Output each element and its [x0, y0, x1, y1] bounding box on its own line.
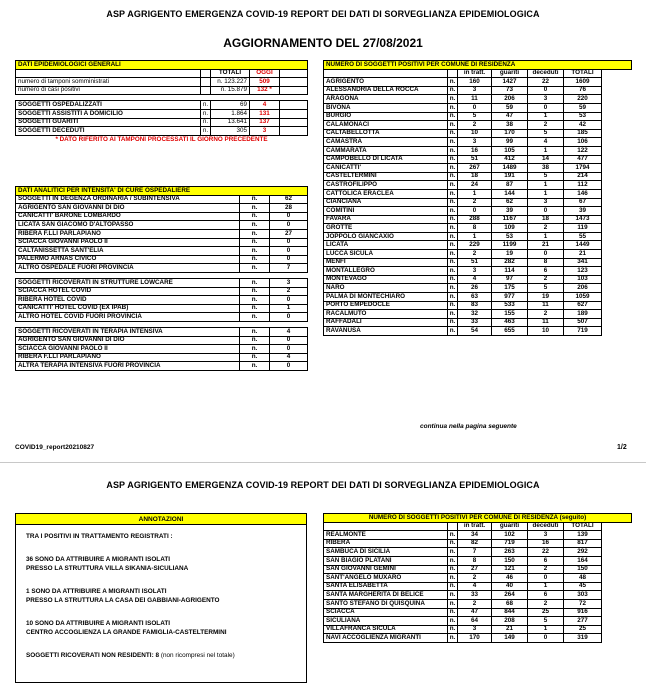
intensity-row: PALERMO ARNAS CIVICO n. 0: [16, 255, 308, 264]
comune-name: MONTEVAGO: [324, 275, 448, 284]
comune-row: SAMBUCA DI SICILIA n. 7 263 22 292: [324, 548, 632, 557]
comune-row: NARO n. 26 175 5 206: [324, 284, 632, 293]
intensity-row: ALTRO OSPEDALE FUORI PROVINCIA n. 7: [16, 264, 308, 273]
intensity-table: [15, 186, 308, 371]
comune-name: ALESSANDRIA DELLA ROCCA: [324, 86, 448, 95]
intensity-group-head: SOGGETTI RICOVERATI IN TERAPIA INTENSIVA n. 4: [16, 327, 308, 336]
general-footnote: * DATO RIFERITO AI TAMPONI PROCESSATI IL GIORNO PRECEDENTE: [55, 135, 268, 143]
comune-row: MONTALLEGRO n. 3 114 6 123: [324, 267, 632, 276]
comune-row: RAFFADALI n. 33 463 11 507: [324, 318, 632, 327]
comune-name: FAVARA: [324, 215, 448, 224]
intensity-row: LICATA SAN GIACOMO D'ALTOPASSO n. 0: [16, 221, 308, 230]
comune-row: BURGIO n. 5 47 1 53: [324, 112, 632, 121]
comune-name: SCIACCA: [324, 608, 448, 617]
comune-row: CASTROFILIPPO n. 24 87 1 112: [324, 181, 632, 190]
comune-row: PALMA DI MONTECHIARO n. 63 977 19 1059: [324, 293, 632, 302]
comune-name: LICATA: [324, 241, 448, 250]
general-row: numero di casi positivi n. 15.879 132 *: [16, 86, 308, 95]
intensity-row: ALTRO HOTEL COVID FUORI PROVINCIA n. 0: [16, 313, 308, 322]
comune-row: MONTEVAGO n. 4 97 2 103: [324, 275, 632, 284]
comune-name: LUCCA SICULA: [324, 250, 448, 259]
intensity-row: AGRIGENTO SAN GIOVANNI DI DIO n. 0: [16, 336, 308, 345]
comune-row: MENFI n. 51 282 8 341: [324, 258, 632, 267]
intensity-row: SCIACCA HOTEL COVID n. 2: [16, 287, 308, 296]
comune-name: REALMONTE: [324, 531, 448, 540]
comune-name: CAMPOBELLO DI LICATA: [324, 155, 448, 164]
comune-row: SANTA ELISABETTA n. 4 40 1 45: [324, 582, 632, 591]
intensity-group-head: SOGGETTI RICOVERATI IN STRUTTURE LOWCARE n. 3: [16, 278, 308, 287]
comune-row: SICULIANA n. 64 208 5 277: [324, 617, 632, 626]
intensity-group-head: SOGGETTI IN DEGENZA ORDINARIA / SUBINTENSIVA n. 62: [16, 195, 308, 204]
comune-name: SICULIANA: [324, 617, 448, 626]
comune-row: SAN BIAGIO PLATANI n. 8 150 6 164: [324, 556, 632, 565]
col-guariti: guariti: [492, 69, 528, 78]
comune-name: MONTALLEGRO: [324, 267, 448, 276]
comune-name: RACALMUTO: [324, 310, 448, 319]
comune-row: RAVANUSA n. 54 655 10 719: [324, 327, 632, 336]
comune-row: LICATA n. 229 1199 21 1449: [324, 241, 632, 250]
intensity-row: AGRIGENTO SAN GIOVANNI DI DIO n. 28: [16, 204, 308, 213]
col-totali: TOTALI: [564, 69, 602, 78]
general-row: SOGGETTI GUARITI n. 13.641 137: [16, 118, 308, 127]
general-row: numero di tamponi somministrati n. 123.227 509: [16, 78, 308, 87]
comune-name: COMITINI: [324, 207, 448, 216]
comune-name: CAMASTRA: [324, 138, 448, 147]
comune-row: VILLAFRANCA SICULA n. 3 21 1 25: [324, 625, 632, 634]
comuni-table: [323, 60, 632, 336]
comune-name: SANTA ELISABETTA: [324, 582, 448, 591]
comune-name: VILLAFRANCA SICULA: [324, 625, 448, 634]
comune-name: SAN GIOVANNI GEMINI: [324, 565, 448, 574]
footer-id: COVID19_report20210827: [15, 444, 95, 451]
comune-name: BIVONA: [324, 103, 448, 112]
comune-name: ARAGONA: [324, 95, 448, 104]
comune-row: COMITINI n. 0 39 0 39: [324, 207, 632, 216]
comune-row: JOPPOLO GIANCAXIO n. 1 53 1 55: [324, 232, 632, 241]
comuni-table-continued: NUMERO DI SOGGETTI POSITIVI PER COMUNE DI RESIDENZA (seguito) in tratt. guariti deceduti TOTALI REALMONTE n. 34 102 3 139 RIBERA n. 82 719 16 817 SAMBUCA DI SICILIA n. 7 263 22 292 SAN BIAGIO PLATANI n. 8 150 6 164 SAN GIOVANNI GEMINI n. 27 121 2 150 SANT'ANGELO MUXARO n. 2 46 0 48 SANTA ELISABETTA n. 4 40 1 45 SANTA MARGHERITA DI BELICE n. 33 264 6 303 SANTO STEFANO DI QUISQUINA n. 2 68 2 72 SCIACCA n. 47 844 25 916 SICULIANA n. 64 208 5 277 VILLAFRANCA SICULA n. 3 21 1 25 NAVI ACCOGLIENZA MIGRANTI n. 170 149 0 319: [323, 513, 632, 643]
intensity-row: RIBERA HOTEL COVID n. 0: [16, 296, 308, 305]
page1-header: ASP AGRIGENTO EMERGENZA COVID-19 REPORT DEI DATI DI SORVEGLIANZA EPIDEMIOLOGICA: [106, 9, 540, 19]
intensity-title: DATI ANALITICI PER INTENSITA' DI CURE OSPEDALIERE: [16, 187, 308, 196]
comune-row: SANTA MARGHERITA DI BELICE n. 33 264 6 303: [324, 591, 632, 600]
update-title: AGGIORNAMENTO DEL 27/08/2021: [223, 36, 423, 50]
comune-row: CAMMARATA n. 16 105 1 122: [324, 146, 632, 155]
comune-row: SCIACCA n. 47 844 25 916: [324, 608, 632, 617]
general-data-table: [15, 60, 308, 144]
comune-name: CASTELTERMINI: [324, 172, 448, 181]
note-intro: TRA I POSITIVI IN TRATTAMENTO REGISTRATI :: [26, 533, 173, 540]
col-in-tratt: in tratt.: [458, 69, 492, 78]
comune-row: CASTELTERMINI n. 18 191 5 214: [324, 172, 632, 181]
comune-row: CAMPOBELLO DI LICATA n. 51 412 14 477: [324, 155, 632, 164]
comune-row: CANICATTI' n. 267 1489 38 1794: [324, 164, 632, 173]
comune-row: SANTO STEFANO DI QUISQUINA n. 2 68 2 72: [324, 599, 632, 608]
general-row: SOGGETTI DECEDUTI n. 305 3: [16, 127, 308, 136]
comune-name: CATTOLICA ERACLEA: [324, 189, 448, 198]
comune-name: CALTABELLOTTA: [324, 129, 448, 138]
comune-row: SANT'ANGELO MUXARO n. 2 46 0 48: [324, 574, 632, 583]
comune-name: NAVI ACCOGLIENZA MIGRANTI: [324, 634, 448, 643]
page2-header: ASP AGRIGENTO EMERGENZA COVID-19 REPORT DEI DATI DI SORVEGLIANZA EPIDEMIOLOGICA: [106, 480, 540, 490]
comune-row: PORTO EMPEDOCLE n. 83 533 11 627: [324, 301, 632, 310]
comune-name: CANICATTI': [324, 164, 448, 173]
comune-row: RACALMUTO n. 32 155 2 189: [324, 310, 632, 319]
comuni-title: NUMERO DI SOGGETTI POSITIVI PER COMUNE DI RESIDENZA: [324, 61, 632, 70]
comune-name: BURGIO: [324, 112, 448, 121]
col-totali: TOTALI: [211, 69, 250, 78]
comune-row: CALAMONACI n. 2 38 2 42: [324, 121, 632, 130]
intensity-row: CANICATTI' BARONE LOMBARDO n. 0: [16, 212, 308, 221]
intensity-row: CALTANISSETTA SANT'ELIA n. 0: [16, 247, 308, 256]
comune-name: SAMBUCA DI SICILIA: [324, 548, 448, 557]
continua-note: continua nella pagina seguente: [420, 423, 517, 430]
col-deceduti: deceduti: [528, 69, 564, 78]
comune-row: CAMASTRA n. 3 99 4 106: [324, 138, 632, 147]
comune-name: RAFFADALI: [324, 318, 448, 327]
comune-name: CIANCIANA: [324, 198, 448, 207]
comune-name: NARO: [324, 284, 448, 293]
comune-name: GROTTE: [324, 224, 448, 233]
comune-name: JOPPOLO GIANCAXIO: [324, 232, 448, 241]
note-casa-gabbiani: 1 SONO DA ATTRIBUIRE A MIGRANTI ISOLATI PRESSO LA STRUTTURA LA CASA DEI GABBIANI-AGRIGENTO: [26, 587, 220, 604]
intensity-row: ALTRA TERAPIA INTENSIVA FUORI PROVINCIA n. 0: [16, 362, 308, 371]
general-data-title: DATI EPIDEMIOLOGICI GENERALI: [16, 61, 308, 70]
annotations-title: ANNOTAZIONI: [16, 514, 306, 525]
comune-name: RAVANUSA: [324, 327, 448, 336]
comune-name: CALAMONACI: [324, 121, 448, 130]
comune-row: CIANCIANA n. 2 62 3 67: [324, 198, 632, 207]
comune-row: ARAGONA n. 11 206 3 220: [324, 95, 632, 104]
comune-name: SANTO STEFANO DI QUISQUINA: [324, 599, 448, 608]
intensity-row: CANICATTI' HOTEL COVID (EX IPAB) n. 1: [16, 304, 308, 313]
comune-row: CALTABELLOTTA n. 10 170 5 185: [324, 129, 632, 138]
comune-row: ALESSANDRIA DELLA ROCCA n. 3 73 0 76: [324, 86, 632, 95]
comune-row: AGRIGENTO n. 160 1427 22 1609: [324, 78, 632, 87]
comune-name: SANT'ANGELO MUXARO: [324, 574, 448, 583]
comune-name: PALMA DI MONTECHIARO: [324, 293, 448, 302]
note-villa-sikania: 36 SONO DA ATTRIBUIRE A MIGRANTI ISOLATI PRESSO LA STRUTTURA VILLA SIKANIA-SICULIANA: [26, 555, 189, 572]
comune-row: NAVI ACCOGLIENZA MIGRANTI n. 170 149 0 319: [324, 634, 632, 643]
intensity-row: RIBERA F.LLI PARLAPIANO n. 27: [16, 229, 308, 238]
comune-row: BIVONA n. 0 59 0 59: [324, 103, 632, 112]
general-row: SOGGETTI ASSISTITI A DOMICILIO n. 1.864 131: [16, 109, 308, 118]
comuni-continued-title: NUMERO DI SOGGETTI POSITIVI PER COMUNE DI RESIDENZA (seguito): [324, 514, 632, 523]
note-non-residenti: SOGGETTI RICOVERATI NON RESIDENTI: 8 (non ricompresi nel totale): [26, 651, 235, 659]
comune-name: SAN BIAGIO PLATANI: [324, 556, 448, 565]
comune-name: SANTA MARGHERITA DI BELICE: [324, 591, 448, 600]
intensity-row: SCIACCA GIOVANNI PAOLO II n. 0: [16, 238, 308, 247]
footer-page: 1/2: [617, 444, 627, 451]
comune-name: CAMMARATA: [324, 146, 448, 155]
page-separator: [0, 462, 646, 463]
intensity-row: RIBERA F.LLI PARLAPIANO n. 4: [16, 353, 308, 362]
comune-row: RIBERA n. 82 719 16 817: [324, 539, 632, 548]
comune-row: LUCCA SICULA n. 2 19 0 21: [324, 250, 632, 259]
comune-row: FAVARA n. 288 1167 18 1473: [324, 215, 632, 224]
comune-row: GROTTE n. 8 109 2 119: [324, 224, 632, 233]
intensity-row: SCIACCA GIOVANNI PAOLO II n. 0: [16, 345, 308, 354]
note-grande-famiglia: 10 SONO DA ATTRIBUIRE A MIGRANTI ISOLATI CENTRO ACCOGLIENZA LA GRANDE FAMIGLIA-CASTELTERMINI: [26, 619, 227, 636]
general-row: SOGGETTI OSPEDALIZZATI n. 69 4: [16, 101, 308, 110]
annotations-box: [15, 513, 307, 683]
col-oggi: OGGI: [250, 69, 280, 78]
comune-row: SAN GIOVANNI GEMINI n. 27 121 2 150: [324, 565, 632, 574]
comune-row: CATTOLICA ERACLEA n. 1 144 1 146: [324, 189, 632, 198]
comune-name: AGRIGENTO: [324, 78, 448, 87]
comune-name: CASTROFILIPPO: [324, 181, 448, 190]
comune-row: REALMONTE n. 34 102 3 139: [324, 531, 632, 540]
comune-name: RIBERA: [324, 539, 448, 548]
comune-name: MENFI: [324, 258, 448, 267]
comune-name: PORTO EMPEDOCLE: [324, 301, 448, 310]
